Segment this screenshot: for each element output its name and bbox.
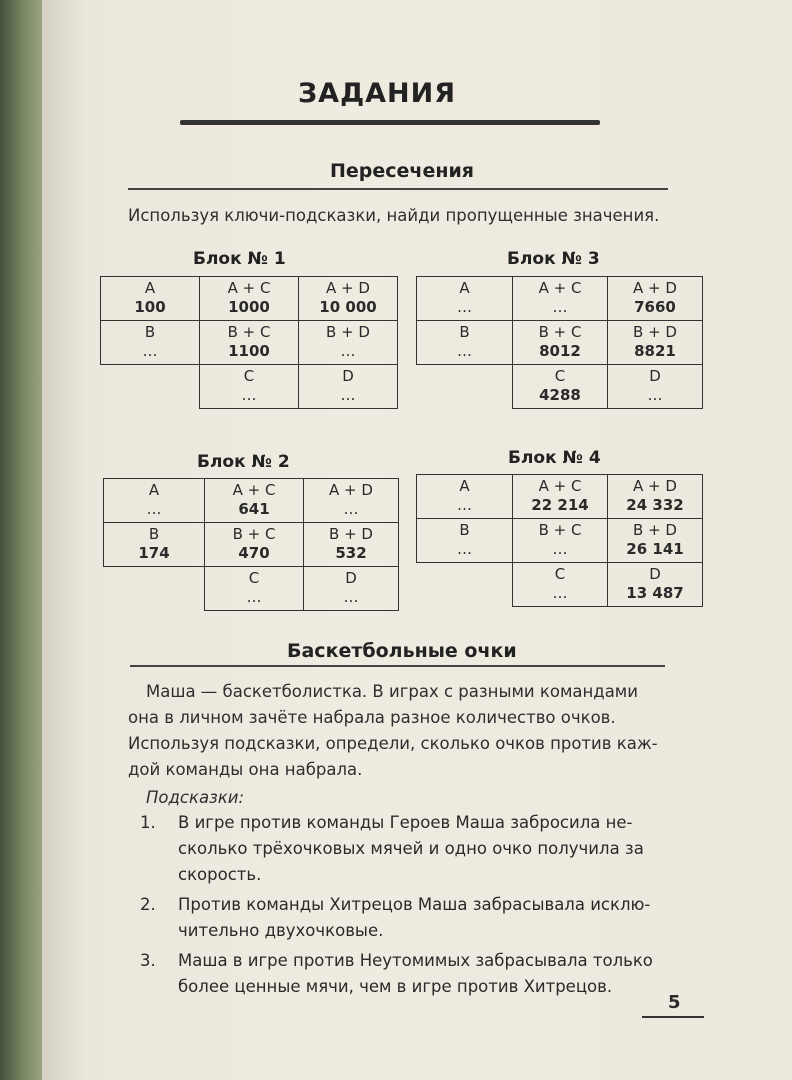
cell-value: … — [457, 496, 472, 514]
hint-line: Против команды Хитрецов Маша забрасывала исклю- — [178, 895, 651, 914]
cell-value: … — [457, 342, 472, 360]
table-cell — [417, 475, 513, 519]
cell-key: B + C — [227, 323, 271, 341]
cell-value: 26 141 — [626, 540, 684, 558]
cell-key: C — [554, 565, 566, 583]
hint-line: сколько трёхочковых мячей и одно очко получила за — [178, 839, 644, 858]
cell-key: C — [243, 367, 255, 385]
cell-key: A — [144, 279, 156, 297]
table-cell — [513, 475, 608, 519]
hint-number: 1. — [140, 813, 156, 832]
table-cell — [608, 519, 703, 563]
cell-value: 13 487 — [626, 584, 684, 602]
cell-key: A + C — [232, 481, 276, 499]
table-cell — [205, 479, 304, 523]
cell-key: A + D — [633, 477, 677, 495]
cell-key: C — [554, 367, 566, 385]
cell-value: … — [241, 386, 257, 404]
paragraph-line: Используя подсказки, определи, сколько очков против каж- — [128, 734, 658, 753]
block-label: Блок № 1 — [193, 249, 286, 269]
table-cell — [299, 321, 398, 365]
hints-label: Подсказки: — [146, 788, 245, 807]
cell-key: A + D — [633, 279, 677, 297]
table-cell — [513, 277, 608, 321]
paragraph-line: она в личном зачёте набрала разное количество очков. — [128, 708, 616, 727]
table-cell — [200, 365, 299, 409]
cell-value: 532 — [335, 544, 367, 562]
cell-key: B — [144, 323, 156, 341]
table-cell — [513, 563, 608, 607]
cell-value: … — [343, 500, 359, 518]
table-cell — [417, 277, 513, 321]
cell-key: B + D — [633, 323, 677, 341]
table-row — [417, 519, 703, 563]
cell-value: 8012 — [539, 342, 581, 360]
cell-value: … — [457, 540, 472, 558]
page-number-rule — [642, 1016, 704, 1018]
page-title: ЗАДАНИЯ — [298, 78, 457, 109]
table-cell — [200, 321, 299, 365]
table-cell — [304, 479, 399, 523]
hint-item — [140, 892, 653, 944]
cell-key: A + D — [329, 481, 373, 499]
table-cell — [104, 479, 205, 523]
cell-key: D — [649, 367, 661, 385]
hint-line: Маша в игре против Неутомимых забрасывала только — [178, 951, 653, 970]
table-blank-cell — [101, 365, 200, 409]
section-title-basketball: Баскетбольные очки — [287, 640, 517, 662]
table-row — [417, 277, 703, 321]
table-row — [101, 365, 398, 409]
page-number: 5 — [668, 992, 681, 1013]
cell-value: … — [142, 342, 158, 360]
hint-item — [140, 810, 653, 888]
cell-value: 1000 — [228, 298, 270, 316]
hint-line: В игре против команды Героев Маша забросила не- — [178, 813, 633, 832]
table-cell — [513, 365, 608, 409]
book-binding — [0, 0, 42, 1080]
problem-paragraph — [128, 679, 658, 783]
cell-value: 100 — [134, 298, 166, 316]
table-cell — [417, 321, 513, 365]
cell-key: B — [459, 521, 470, 539]
table-cell — [101, 277, 200, 321]
hint-item — [140, 948, 653, 1000]
cell-value: … — [246, 588, 262, 606]
cell-key: A + C — [227, 279, 271, 297]
cell-value: … — [552, 298, 568, 316]
cell-value: … — [552, 540, 568, 558]
table-blank-cell — [417, 365, 513, 409]
cell-value: 641 — [238, 500, 270, 518]
cell-value: … — [343, 588, 359, 606]
cell-value: … — [647, 386, 663, 404]
table-cell — [304, 523, 399, 567]
cell-key: A + D — [326, 279, 370, 297]
table-cell — [608, 277, 703, 321]
table-row — [104, 479, 399, 523]
table-blank-cell — [104, 567, 205, 611]
cell-key: A + C — [538, 279, 582, 297]
table-row — [104, 523, 399, 567]
cell-value: 7660 — [634, 298, 676, 316]
table-cell — [299, 365, 398, 409]
table-row — [104, 567, 399, 611]
cell-key: A — [148, 481, 160, 499]
cell-key: B + D — [633, 521, 677, 539]
table-cell — [417, 519, 513, 563]
cell-key: D — [342, 367, 354, 385]
block-table-4 — [416, 474, 703, 607]
cell-value: … — [340, 342, 356, 360]
table-cell — [205, 523, 304, 567]
hint-number: 2. — [140, 895, 156, 914]
table-cell — [608, 563, 703, 607]
cell-value: 174 — [138, 544, 170, 562]
block-table-2 — [103, 478, 399, 611]
block-label: Блок № 4 — [508, 448, 601, 468]
cell-key: B + D — [326, 323, 370, 341]
cell-value: 22 214 — [531, 496, 589, 514]
table-row — [101, 321, 398, 365]
table-row — [101, 277, 398, 321]
cell-value: … — [340, 386, 356, 404]
cell-value: 470 — [238, 544, 270, 562]
table-row — [417, 475, 703, 519]
table-blank-cell — [417, 563, 513, 607]
paragraph-line: Маша — баскетболистка. В играх с разными командами — [146, 682, 638, 701]
table-cell — [513, 321, 608, 365]
cell-key: A — [459, 279, 470, 297]
cell-key: C — [248, 569, 260, 587]
table-cell — [104, 523, 205, 567]
cell-value: 10 000 — [319, 298, 377, 316]
cell-value: … — [146, 500, 162, 518]
block-label: Блок № 3 — [507, 249, 600, 269]
table-cell — [513, 519, 608, 563]
table-cell — [200, 277, 299, 321]
hint-line: более ценные мячи, чем в игре против Хитрецов. — [178, 977, 613, 996]
section-underline — [130, 665, 665, 667]
cell-key: B + C — [538, 521, 582, 539]
cell-key: A + C — [538, 477, 582, 495]
cell-key: B + C — [538, 323, 582, 341]
cell-key: B — [459, 323, 470, 341]
title-underline — [180, 120, 600, 125]
cell-key: A — [459, 477, 470, 495]
section-title-intersections: Пересечения — [330, 160, 474, 182]
table-row — [417, 563, 703, 607]
table-row — [417, 365, 703, 409]
table-cell — [299, 277, 398, 321]
section-underline — [128, 188, 668, 190]
block-table-1 — [100, 276, 398, 409]
cell-key: D — [345, 569, 357, 587]
table-cell — [608, 321, 703, 365]
table-cell — [205, 567, 304, 611]
hint-number: 3. — [140, 951, 156, 970]
cell-key: B + C — [232, 525, 276, 543]
cell-key: B + D — [329, 525, 373, 543]
cell-value: … — [457, 298, 472, 316]
cell-value: 4288 — [539, 386, 581, 404]
cell-value: 1100 — [228, 342, 270, 360]
cell-value: 8821 — [634, 342, 676, 360]
block-label: Блок № 2 — [197, 452, 290, 472]
instruction-text: Используя ключи-подсказки, найди пропущенные значения. — [128, 206, 660, 225]
hints-list — [140, 810, 653, 1000]
table-cell — [101, 321, 200, 365]
paragraph-line: дой команды она набрала. — [128, 760, 363, 779]
cell-value: 24 332 — [626, 496, 684, 514]
table-cell — [304, 567, 399, 611]
block-table-3 — [416, 276, 703, 409]
hint-line: скорость. — [178, 865, 262, 884]
cell-key: D — [649, 565, 661, 583]
cell-value: … — [552, 584, 568, 602]
table-row — [417, 321, 703, 365]
table-cell — [608, 365, 703, 409]
table-cell — [608, 475, 703, 519]
hint-line: чительно двухочковые. — [178, 921, 384, 940]
cell-key: B — [148, 525, 160, 543]
